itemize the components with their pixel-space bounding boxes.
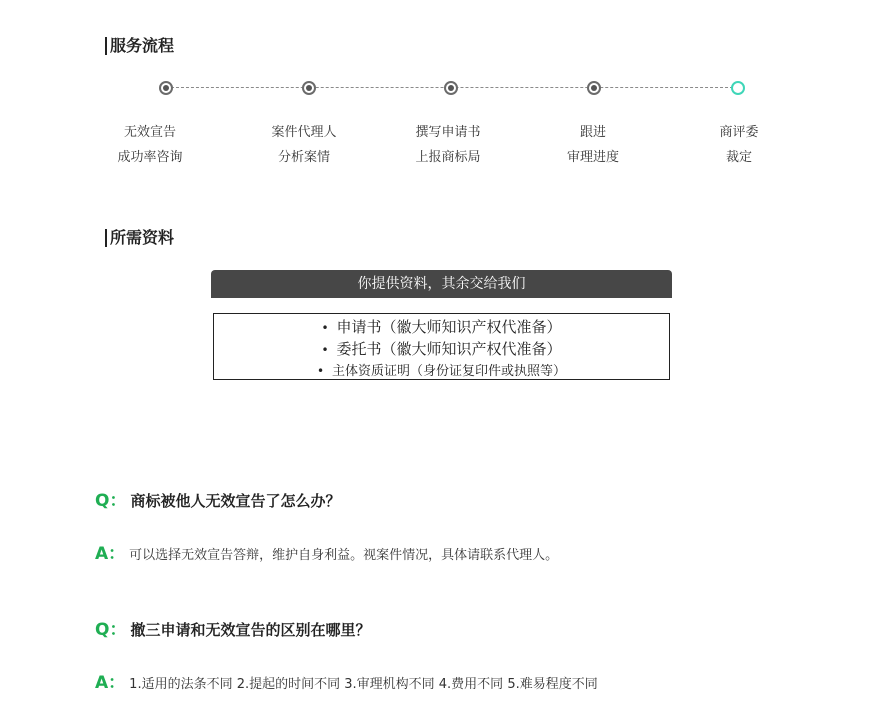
process-timeline [0,80,874,96]
material-power-of-attorney: 委托书（徽大师知识产权代准备） [336,340,562,358]
list-item [214,339,669,361]
list-item [214,361,669,382]
faq-answer-2 [95,668,598,693]
faq-question-2 [95,615,370,640]
faq-question-1 [95,486,340,511]
step-label-4-line1: 跟进 [579,125,606,140]
step-label-3-line1: 撰写申请书 [415,125,481,140]
step-label-4 [533,120,653,170]
timeline-node-3 [444,81,458,95]
step-label-1 [90,120,210,170]
list-item [214,317,669,339]
timeline-node-1 [159,81,173,95]
step-label-4-line2: 审理进度 [566,150,619,165]
step-label-1-line1: 无效宣告 [123,125,176,140]
section-title-service-flow: 服务流程 [105,37,174,55]
answer-mark-label: A： [95,673,126,693]
question-mark-label: Q： [95,620,127,640]
step-label-2-line1: 案件代理人 [271,125,337,140]
step-label-3-line2: 上报商标局 [415,150,481,165]
step-label-5-line1: 商评委 [719,125,759,140]
faq-question-2-text: 撤三申请和无效宣告的区别在哪里？ [130,621,371,639]
faq-question-1-text: 商标被他人无效宣告了怎么办？ [130,492,341,510]
bullet-icon: • [321,343,329,357]
faq-answer-1-text: 可以选择无效宣告答辩，维护自身利益。视案件情况，具体请联系代理人。 [129,548,559,563]
timeline-node-5-active [731,81,745,95]
material-application-form: 申请书（徽大师知识产权代准备） [336,318,562,336]
step-label-3 [388,120,508,170]
bullet-icon: • [316,364,325,378]
question-mark-label: Q： [95,491,127,511]
bullet-icon: • [321,321,329,335]
step-label-1-line2: 成功率咨询 [117,150,183,165]
faq-answer-1 [95,539,558,564]
step-label-2-line2: 分析案情 [277,150,330,165]
materials-list [213,313,670,380]
step-label-5-line2: 裁定 [725,150,752,165]
answer-mark-label: A： [95,544,126,564]
section-title-required-materials: 所需资料 [105,229,174,247]
materials-banner: 你提供资料，其余交给我们 [211,270,672,298]
timeline-node-2 [302,81,316,95]
timeline-node-4 [587,81,601,95]
faq-answer-2-text: 1.适用的法条不同 2.提起的时间不同 3.审理机构不同 4.费用不同 5.难易程度不同 [129,677,598,692]
step-label-5 [679,120,799,170]
material-qualification-proof: 主体资质证明（身份证复印件或执照等） [332,364,567,379]
step-label-2 [244,120,364,170]
